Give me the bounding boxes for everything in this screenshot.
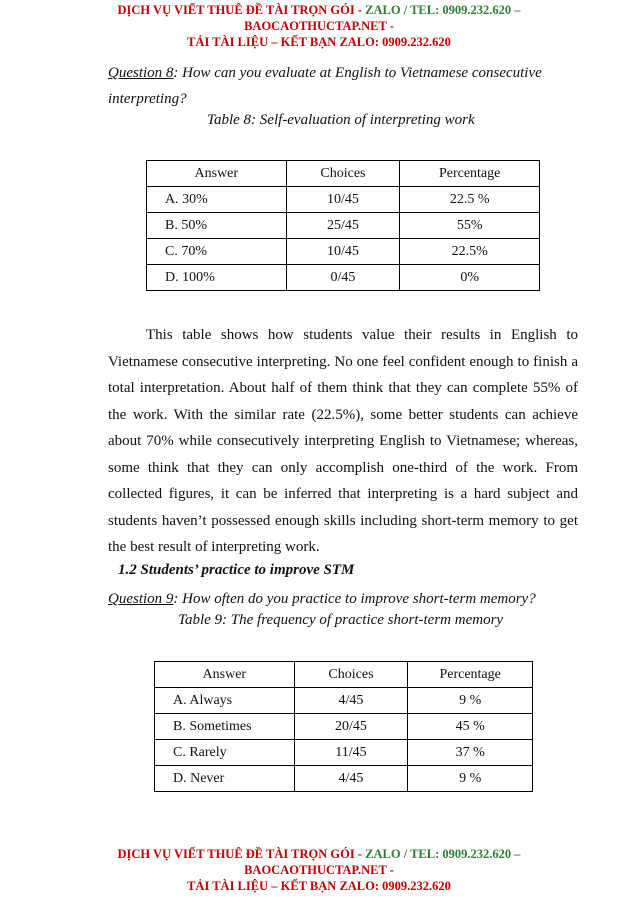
table-row: A. Always 4/45 9 % [155, 688, 533, 714]
header-choices: Choices [294, 662, 408, 688]
table-row: C. 70% 10/45 22.5% [147, 239, 540, 265]
table-header-row [155, 662, 533, 688]
table-row: D. 100% 0/45 0% [147, 265, 540, 291]
table-row: B. Sometimes 20/45 45 % [155, 714, 533, 740]
header-answer: Answer [147, 161, 287, 187]
banner-line-1: DỊCH VỤ VIẾT THUÊ ĐỀ TÀI TRỌN GÓI - [117, 3, 366, 17]
header-banner [0, 2, 638, 50]
question-9 [108, 586, 578, 612]
question-8 [108, 60, 578, 112]
question-8-text: : How can you evaluate at English to Vietnamese consecutive interpreting? [108, 65, 542, 107]
banner-line-2: BAOCAOTHUCTAP.NET - [244, 19, 394, 33]
analysis-paragraph [108, 322, 578, 561]
banner-line-3: TẢI TÀI LIỆU – KẾT BẠN ZALO: 0909.232.620 [187, 879, 451, 893]
banner-line-3: TẢI TÀI LIỆU – KẾT BẠN ZALO: 0909.232.620 [187, 35, 451, 49]
table-header-row [147, 161, 540, 187]
banner-line-2: BAOCAOTHUCTAP.NET - [244, 863, 394, 877]
header-percentage: Percentage [408, 662, 533, 688]
table-9-caption: Table 9: The frequency of practice short-term memory [178, 612, 504, 628]
table-row: A. 30% 10/45 22.5 % [147, 187, 540, 213]
question-9-text: : How often do you practice to improve short-term memory? [173, 591, 536, 607]
footer-banner [0, 846, 638, 894]
banner-contact: ZALO / TEL: 0909.232.620 – [365, 3, 521, 17]
header-percentage: Percentage [400, 161, 540, 187]
table-9 [154, 661, 533, 792]
table-8 [146, 160, 540, 291]
question-8-label: Question 8 [108, 65, 174, 81]
table-row: B. 50% 25/45 55% [147, 213, 540, 239]
banner-contact: ZALO / TEL: 0909.232.620 – [365, 847, 521, 861]
table-row: C. Rarely 11/45 37 % [155, 740, 533, 766]
banner-line-1: DỊCH VỤ VIẾT THUÊ ĐỀ TÀI TRỌN GÓI - [117, 847, 366, 861]
table-8-caption: Table 8: Self-evaluation of interpreting work [207, 112, 475, 128]
table-row: D. Never 4/45 9 % [155, 766, 533, 792]
header-choices: Choices [286, 161, 400, 187]
question-9-label: Question 9 [108, 591, 174, 607]
section-heading: 1.2 Students’ practice to improve STM [118, 562, 355, 578]
paragraph-text: This table shows how students value their results in English to Vietnamese consecutive interpreting. No one feel confident enough to finish a total interpretation. About half of them think that they can complete 55% of the work. With the similar rate (22.5%), some better students can achieve about 70% while consecutively interpreting English to Vietnamese; whereas, some think that they can only accomplish one-third of the work. From collected figures, it can be inferred that interpreting is a hard subject and students haven’t possessed enough skills including short-term memory to get the best result of interpreting work. [108, 327, 578, 555]
header-answer: Answer [155, 662, 295, 688]
